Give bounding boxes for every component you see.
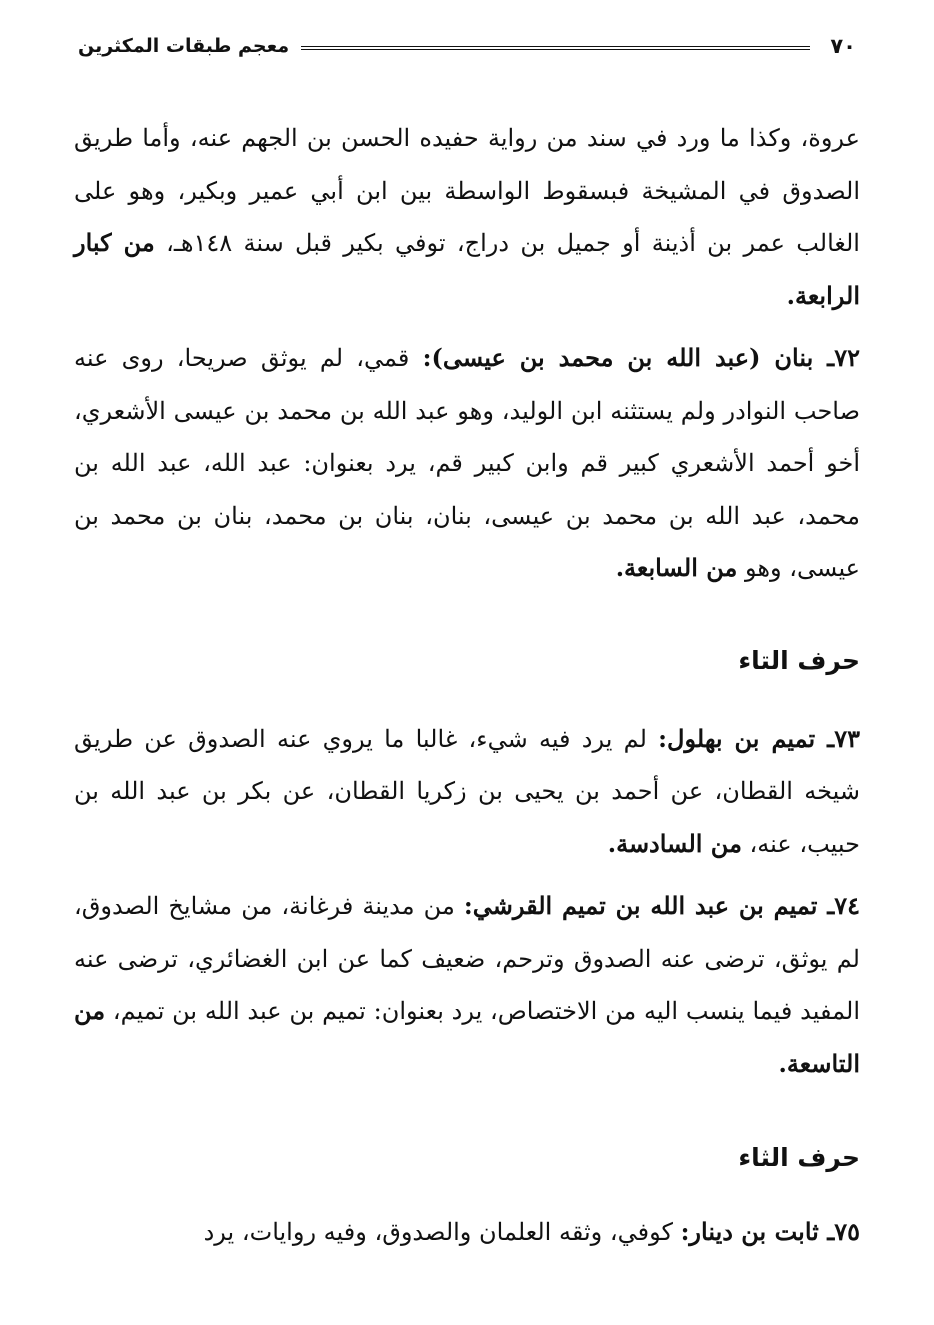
entry-heading: ٧٤ـ تميم بن عبد الله بن تميم القرشي: <box>463 891 861 920</box>
paragraph-text: عروة، وكذا ما ورد في سند من رواية حفيده الحسن بن الجهم عنه، وأما طريق الصدوق في المشيخة فبسقوط الواسطة بين ابن أبي عمير وبكير، وهو على الغالب عمر بن أذينة أو جميل بن دراج، توفي بكير قبل سنة ١٤٨هـ، <box>74 124 860 257</box>
section-heading-tha: حرف الثاء <box>738 1143 860 1172</box>
entry-75 <box>74 1206 860 1259</box>
page-body <box>74 112 860 1259</box>
header-rule <box>301 46 810 50</box>
section-heading-ta: حرف التاء <box>738 645 860 675</box>
entry-text: من مدينة فرغانة، من مشايخ الصدوق، لم يوثق، ترضى عنه الصدوق وترحم، ضعيف كما عن ابن الغضائري، ترضى عنه المفيد فيما ينسب اليه من الاختصاص، يرد بعنوان: تميم بن عبد الله بن تميم، <box>74 892 860 1025</box>
entry-tail: من التاسعة. <box>74 996 860 1078</box>
entry-heading: ٧٣ـ تميم بن بهلول: <box>658 723 860 753</box>
entry-74 <box>74 880 860 1090</box>
entry-text: لم يرد فيه شيء، غالبا ما يروي عنه الصدوق عن طريق شيخه القطان، عن أحمد بن يحيى بن زكريا القطان، عن بكر بن عبد الله بن حبيب، عنه، <box>74 724 860 858</box>
entry-73 <box>74 713 860 871</box>
paragraph-tail: من كبار الرابعة. <box>74 228 860 310</box>
running-header <box>78 28 856 64</box>
entry-text: قمي، لم يوثق صريحا، روى عنه صاحب النوادر ولم يستثنه ابن الوليد، وهو عبد الله بن محمد بن عيسى الأشعري، أخو أحمد الأشعري كبير قم وابن كبير قم، يرد بعنوان: عبد الله، عبد الله بن محمد، عبد الله بن محمد بن عيسى، بنان، بنان بن محمد، بنان بن محمد بن عيسى، وهو <box>74 344 860 582</box>
page-number: ٧٠ <box>830 34 856 58</box>
entry-heading: ٧٢ـ بنان (عبد الله بن محمد بن عيسى): <box>422 343 860 372</box>
entry-text: كوفي، وثقه العلمان والصدوق، وفيه روايات، يرد <box>203 1218 681 1246</box>
entry-tail: من السادسة. <box>607 828 742 858</box>
entry-heading: ٧٥ـ ثابت بن دينار: <box>680 1217 860 1246</box>
paragraph-continuation <box>74 112 860 322</box>
book-title: معجم طبقات المكثرين <box>78 35 290 57</box>
entry-tail: من السابعة. <box>615 553 738 582</box>
entry-72 <box>74 332 860 595</box>
